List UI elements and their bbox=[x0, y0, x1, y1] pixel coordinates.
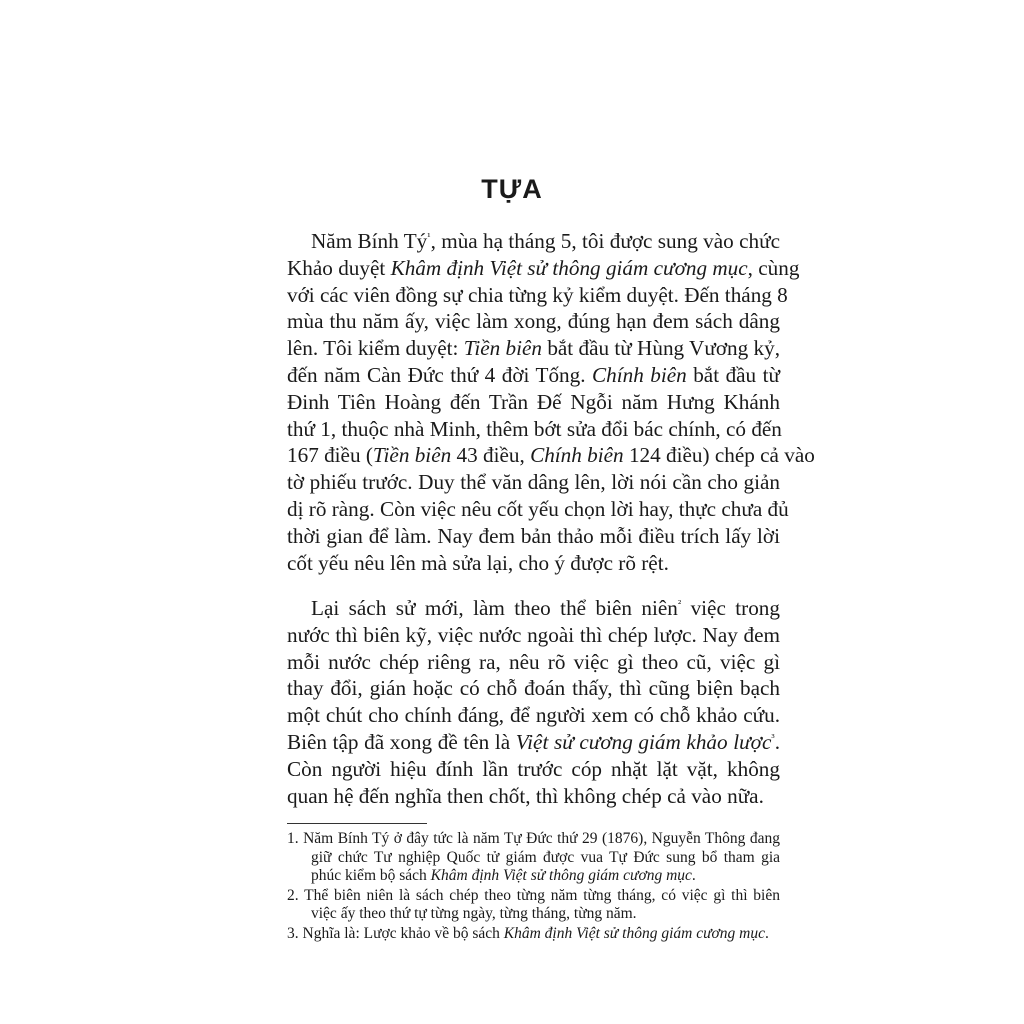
text-line bbox=[287, 756, 780, 783]
text-run: Năm Bính Tý bbox=[311, 229, 428, 253]
text-run: quan hệ đến nghĩa then chốt, thì không chép cả vào nữa. bbox=[287, 783, 764, 808]
text-line bbox=[287, 308, 780, 335]
footnote-line bbox=[287, 905, 780, 924]
text-line bbox=[287, 783, 780, 810]
text-run: với các viên đồng sự chia từng kỷ kiểm duyệt. Đến tháng 8 bbox=[287, 282, 788, 307]
text-run: 43 điều, bbox=[451, 443, 531, 468]
text-run: đến năm Càn Đức thứ 4 đời Tống. bbox=[287, 362, 592, 387]
footnote-line bbox=[287, 849, 780, 868]
text-run: giữ chức Tư nghiệp Quốc tử giám được vua Tự Đức sung bổ tham gia bbox=[311, 848, 780, 866]
footnote-line bbox=[287, 867, 780, 886]
text-run: tờ phiếu trước. Duy thể văn dâng lên, lời nói cần cho giản bbox=[287, 470, 780, 495]
text-run: Biên tập đã xong đề tên là bbox=[287, 729, 516, 754]
text-run: 2. Thể biên niên là sách chép theo từng năm từng tháng, có việc gì thì biên bbox=[287, 886, 780, 904]
text-run: mỗi nước chép riêng ra, nêu rõ việc gì theo cũ, việc gì bbox=[287, 649, 780, 674]
text-run: nước thì biên kỹ, việc nước ngoài thì chép lược. Nay đem bbox=[287, 622, 780, 647]
text-line bbox=[287, 649, 780, 676]
text-line bbox=[287, 282, 788, 309]
italic-title: Khâm định Việt sử thông giám cương mục bbox=[503, 924, 765, 942]
text-run: phúc kiểm bộ sách bbox=[311, 867, 431, 885]
text-line bbox=[287, 228, 780, 255]
text-run: lên. Tôi kiểm duyệt: bbox=[287, 336, 464, 361]
text-line bbox=[287, 729, 780, 756]
italic-title: Chính biên bbox=[530, 443, 624, 468]
footnote-ref: ³ bbox=[771, 731, 775, 744]
text-line bbox=[287, 255, 800, 282]
italic-title: Chính biên bbox=[592, 362, 687, 387]
text-run: 167 điều ( bbox=[287, 443, 373, 468]
paragraph-2 bbox=[287, 595, 780, 809]
text-run: việc ấy theo thứ tự từng ngày, từng tháng, từng năm. bbox=[311, 905, 637, 923]
text-line bbox=[287, 496, 789, 523]
text-run: cốt yếu nêu lên mà sửa lại, cho ý được rõ rệt. bbox=[287, 550, 669, 575]
text-line bbox=[287, 469, 780, 496]
footnote-2 bbox=[287, 887, 780, 924]
footnote-divider bbox=[287, 823, 427, 824]
text-run: mùa thu năm ấy, việc làm xong, đúng hạn đem sách dâng bbox=[287, 309, 780, 334]
footnote-3 bbox=[287, 925, 780, 944]
text-run: 3. Nghĩa là: Lược khảo về bộ sách bbox=[287, 924, 504, 942]
text-line bbox=[287, 702, 780, 729]
text-run: Đinh Tiên Hoàng đến Trần Đế Ngỗi năm Hưng Khánh bbox=[287, 389, 780, 414]
footnote-1 bbox=[287, 830, 780, 886]
text-run: thay đổi, gián hoặc có chỗ đoán thấy, thì cũng biện bạch bbox=[287, 676, 780, 701]
italic-title: Tiền biên bbox=[372, 443, 452, 468]
text-run: dị rõ ràng. Còn việc nêu cốt yếu chọn lời hay, thực chưa đủ bbox=[287, 496, 789, 521]
text-run: , cùng bbox=[747, 255, 800, 280]
text-line bbox=[287, 335, 780, 362]
text-run: Lại sách sử mới, làm theo thể biên niên bbox=[311, 596, 678, 620]
text-run: . bbox=[774, 729, 780, 754]
text-line bbox=[287, 550, 780, 577]
footnote-ref: ² bbox=[677, 597, 682, 610]
text-run: thứ 1, thuộc nhà Minh, thêm bớt sửa đổi bác chính, có đến bbox=[287, 416, 782, 441]
text-run: Còn người hiệu đính lần trước cóp nhặt lặt vặt, không bbox=[287, 756, 780, 781]
italic-title: Khâm định Việt sử thông giám cương mục bbox=[390, 255, 748, 280]
text-line bbox=[287, 416, 780, 443]
text-run: . bbox=[691, 867, 696, 885]
text-run: việc trong bbox=[681, 596, 780, 620]
footnote-line bbox=[287, 925, 780, 944]
text-run: một chút cho chính đáng, để người xem có chỗ khảo cứu. bbox=[287, 703, 780, 728]
text-run: 124 điều) chép cả vào bbox=[623, 443, 815, 468]
footnote-line bbox=[287, 830, 780, 849]
text-run: thời gian để làm. Nay đem bản thảo mỗi điều trích lấy lời bbox=[287, 523, 780, 548]
page-title: TỰA bbox=[481, 174, 543, 204]
text-run: , mùa hạ tháng 5, tôi được sung vào chức bbox=[430, 229, 780, 253]
footnote-ref: ¹ bbox=[427, 230, 431, 243]
text-run: bắt đầu từ bbox=[686, 362, 780, 387]
italic-title: Khâm định Việt sử thông giám cương mục bbox=[430, 867, 692, 885]
text-run: 1. Năm Bính Tý ở đây tức là năm Tự Đức thứ 29 (1876), Nguyễn Thông đang bbox=[287, 830, 780, 847]
text-line bbox=[287, 523, 780, 550]
italic-title: Tiền biên bbox=[463, 336, 543, 361]
text-run: Khảo duyệt bbox=[287, 255, 391, 280]
text-line bbox=[287, 675, 780, 702]
italic-title: Việt sử cương giám khảo lược bbox=[515, 729, 772, 754]
paragraph-1 bbox=[287, 228, 815, 576]
text-line bbox=[287, 595, 780, 622]
text-line bbox=[287, 442, 815, 469]
footnote-line bbox=[287, 887, 780, 906]
text-line bbox=[287, 389, 780, 416]
text-run: . bbox=[765, 924, 769, 942]
text-line bbox=[287, 622, 780, 649]
text-run: bắt đầu từ Hùng Vương kỷ, bbox=[542, 336, 781, 361]
footnotes bbox=[287, 830, 780, 945]
text-line bbox=[287, 362, 780, 389]
